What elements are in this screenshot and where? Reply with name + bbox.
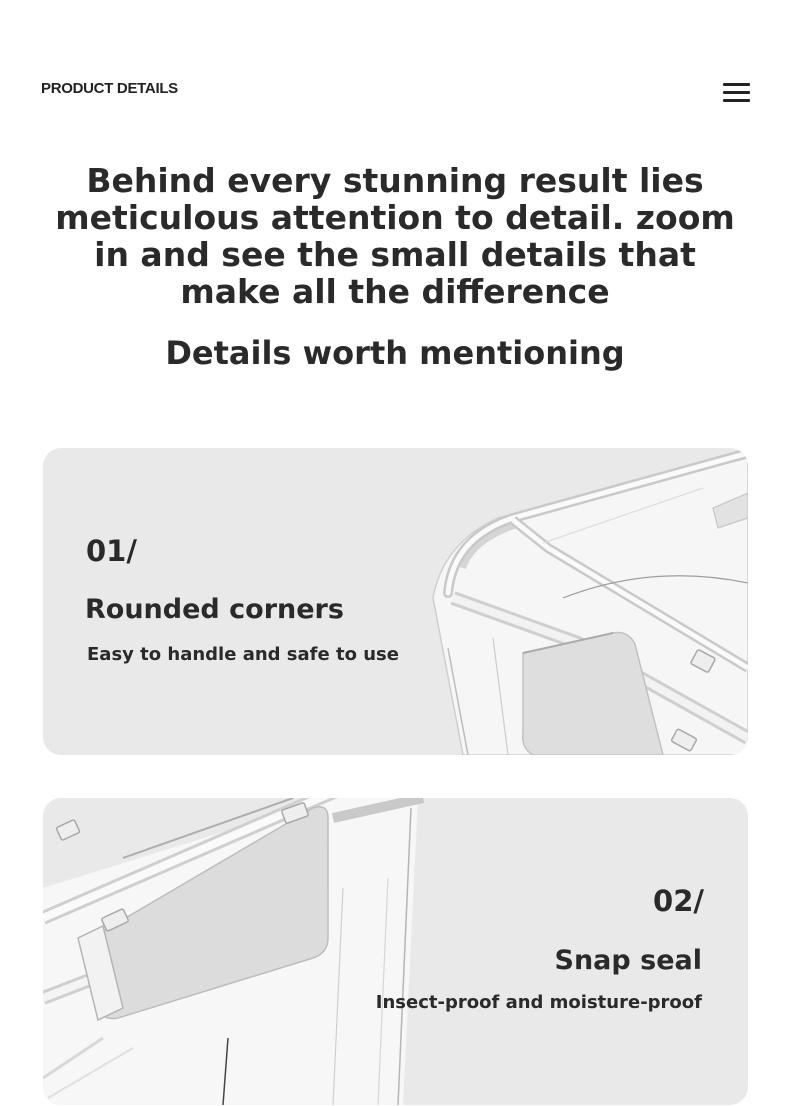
feature-description: Insect-proof and moisture-proof — [375, 992, 702, 1013]
feature-description: Easy to handle and safe to use — [87, 644, 399, 665]
menu-bar — [723, 83, 750, 86]
section-subheadline: Details worth mentioning — [165, 334, 625, 372]
feature-title: Rounded corners — [85, 594, 344, 625]
menu-bar — [723, 99, 750, 102]
feature-card-snap-seal — [43, 798, 748, 1105]
intro-headline: Behind every stunning result lies meticulous attention to detail. zoom in and see the small details that make all the difference — [55, 161, 735, 311]
container-snap-latch-image — [43, 798, 443, 1105]
hamburger-menu-icon[interactable] — [723, 80, 751, 104]
feature-card-rounded-corners — [43, 448, 748, 755]
page-title: PRODUCT DETAILS — [41, 80, 178, 97]
feature-number: 01/ — [86, 534, 137, 568]
menu-bar — [723, 91, 750, 94]
feature-number: 02/ — [653, 884, 704, 918]
page-header — [0, 0, 790, 130]
container-rounded-corner-image — [373, 448, 748, 755]
feature-title: Snap seal — [554, 945, 702, 976]
